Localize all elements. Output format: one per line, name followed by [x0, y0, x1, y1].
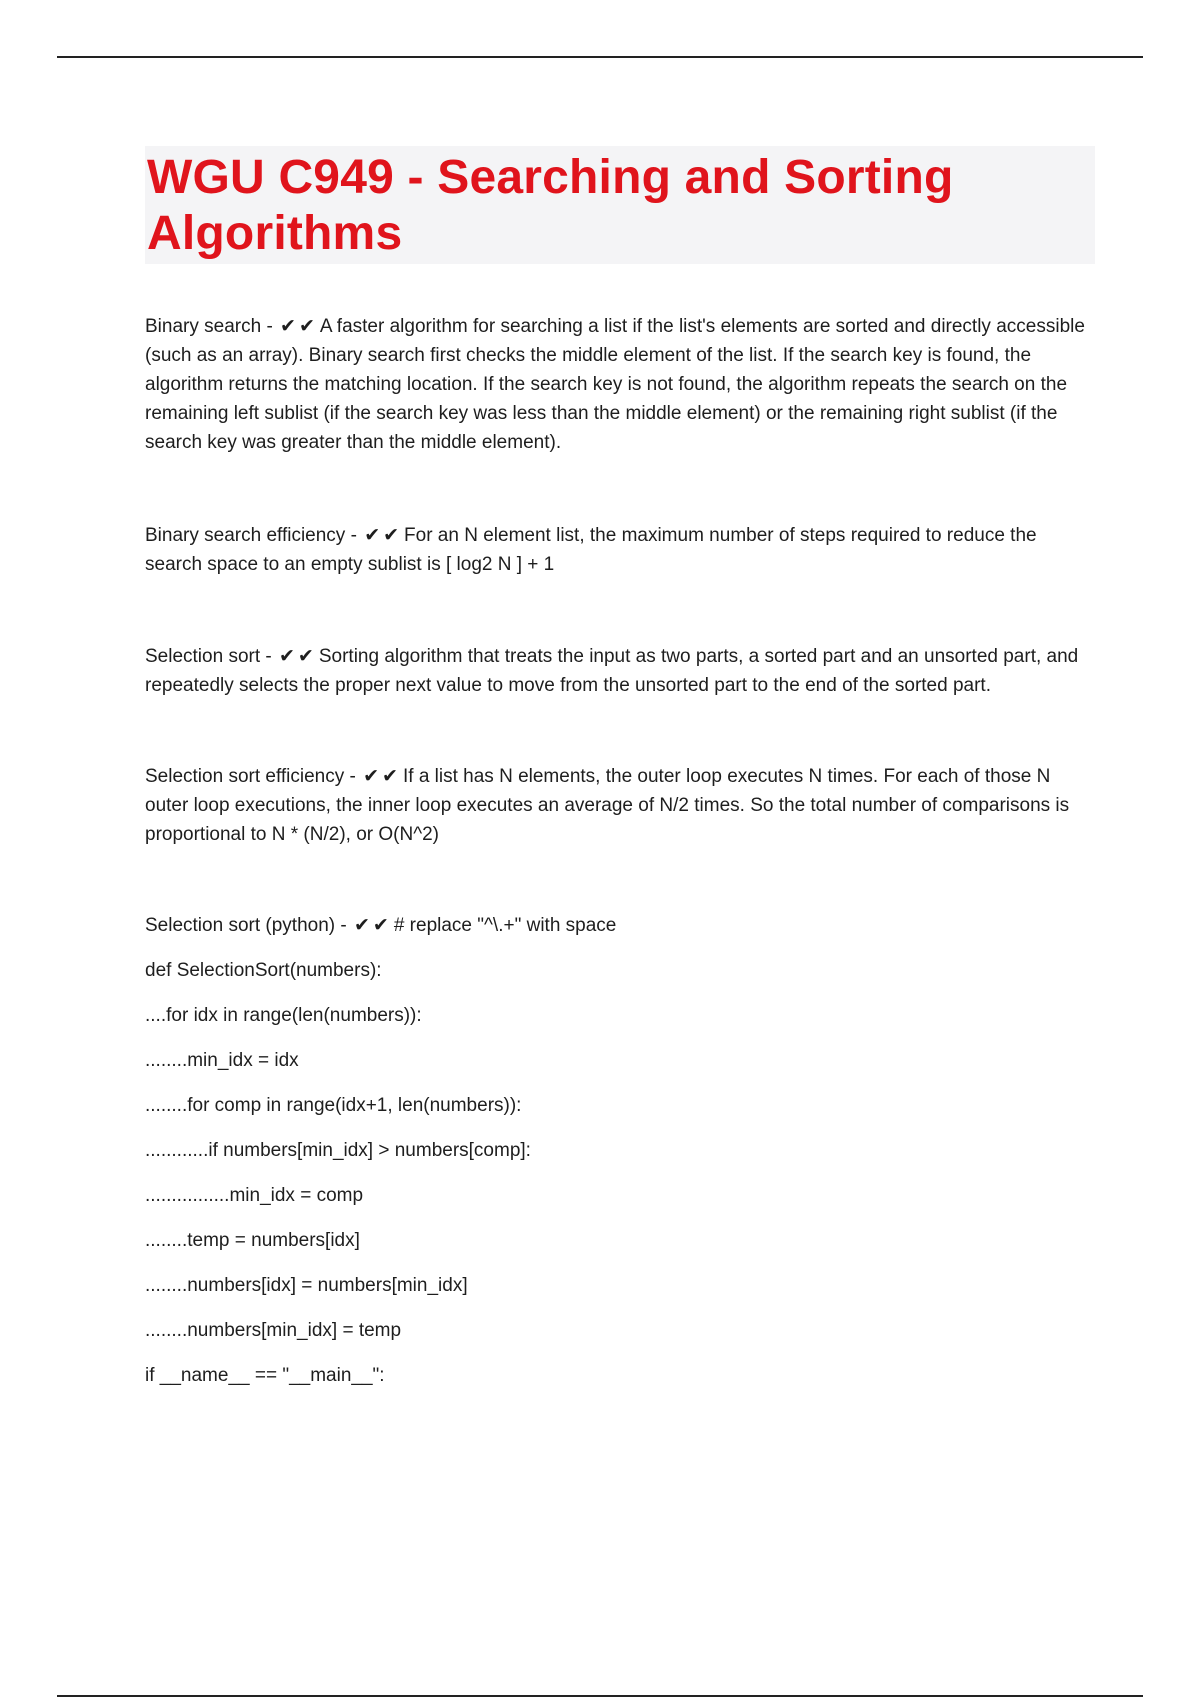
- code-line: ........temp = numbers[idx]: [145, 1230, 360, 1251]
- card-term: Selection sort efficiency -: [145, 766, 362, 787]
- code-line: ........for comp in range(idx+1, len(numbers)):: [145, 1095, 522, 1116]
- card-definition: Sorting algorithm that treats the input as two parts, a sorted part and an unsorted part, and repeatedly selects the proper next value to move from the unsorted part to the end of the sorted part.: [145, 646, 1079, 696]
- check-marks-icon: ✔✔: [280, 315, 318, 337]
- card-definition: A faster algorithm for searching a list if the list's elements are sorted and directly accessible (such as an array). Binary search first checks the middle element of the list. If the search key is found, the algorithm returns the matching location. If the search key is not found, the algorithm repeats the search on the remaining left sublist (if the search key was less than the middle element) or the remaining right sublist (if the search key was greater than the middle element).: [145, 316, 1085, 453]
- card-definition: # replace "^\.+" with space: [393, 915, 617, 936]
- flashcard-selection-sort-python: [145, 911, 1095, 1390]
- code-line: if __name__ == "__main__":: [145, 1365, 385, 1386]
- code-line: ....for idx in range(len(numbers)):: [145, 1005, 422, 1026]
- code-line: ............if numbers[min_idx] > numbers[comp]:: [145, 1140, 531, 1161]
- code-line: ................min_idx = comp: [145, 1185, 364, 1206]
- check-marks-icon: ✔✔: [364, 524, 403, 546]
- title-banner: [145, 146, 1095, 264]
- python-card-header: [145, 911, 1095, 940]
- code-line: ........min_idx = idx: [145, 1050, 299, 1071]
- flashcard-binary-search: [145, 312, 1095, 457]
- check-marks-icon: ✔✔: [279, 645, 317, 667]
- card-term: Selection sort (python) -: [145, 915, 352, 936]
- check-marks-icon: ✔✔: [353, 914, 392, 936]
- flashcard-selection-sort-efficiency: [145, 762, 1095, 849]
- code-line: ........numbers[idx] = numbers[min_idx]: [145, 1275, 468, 1296]
- document-title: WGU C949 - Searching and Sorting Algorithms: [147, 151, 954, 260]
- check-marks-icon: ✔✔: [363, 765, 401, 787]
- python-code-block: [145, 956, 1095, 1390]
- header-rule: [57, 56, 1143, 58]
- card-term: Binary search -: [145, 316, 279, 337]
- card-term: Selection sort -: [145, 646, 277, 667]
- card-definition: For an N element list, the maximum number of steps required to reduce the search space to an empty sublist is [ log2 N ] + 1: [145, 525, 1037, 575]
- flashcard-selection-sort: [145, 642, 1095, 700]
- code-line: ........numbers[min_idx] = temp: [145, 1320, 402, 1341]
- flashcard-binary-search-efficiency: [145, 521, 1095, 579]
- card-definition: If a list has N elements, the outer loop executes N times. For each of those N outer loop executions, the inner loop executes an average of N/2 times. So the total number of comparisons is proportional to N * (N/2), or O(N^2): [145, 766, 1070, 845]
- document-page: [145, 146, 1095, 1390]
- code-line: def SelectionSort(numbers):: [145, 960, 382, 981]
- card-term: Binary search efficiency -: [145, 525, 363, 546]
- footer-rule: [57, 1695, 1143, 1697]
